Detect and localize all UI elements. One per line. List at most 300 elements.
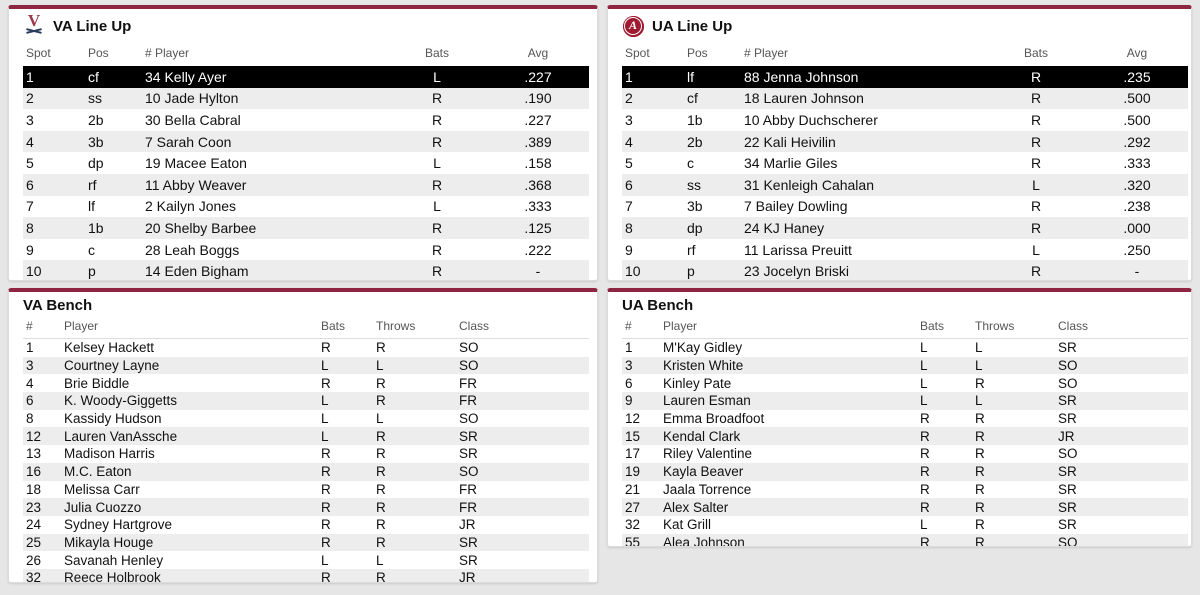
ua-bench-header bbox=[608, 292, 1191, 316]
cell-bats: R bbox=[1030, 219, 1042, 236]
cell-throws: L bbox=[975, 340, 983, 356]
cell-throws: L bbox=[376, 411, 384, 427]
cell-pos: 3b bbox=[88, 133, 104, 150]
cell-bats: L bbox=[433, 198, 441, 215]
cell-player: 14 Eden Bigham bbox=[145, 263, 249, 280]
cell-bats: R bbox=[920, 411, 930, 427]
cell-avg: .238 bbox=[1123, 198, 1151, 215]
cell-player: 7 Sarah Coon bbox=[145, 133, 232, 150]
cell-num: 1 bbox=[26, 340, 34, 356]
cell-class: SO bbox=[1058, 358, 1078, 374]
cell-num: 3 bbox=[625, 358, 633, 374]
cell-class: FR bbox=[459, 375, 477, 391]
va-bench-row[interactable] bbox=[23, 516, 589, 534]
cell-bats: L bbox=[433, 68, 441, 85]
cell-class: SR bbox=[1058, 499, 1077, 515]
cell-throws: R bbox=[975, 481, 985, 497]
cell-bats: L bbox=[321, 411, 329, 427]
cell-spot: 2 bbox=[625, 90, 633, 107]
cell-throws: R bbox=[376, 517, 386, 533]
ua-bench-row[interactable] bbox=[622, 534, 1188, 547]
cell-bats: R bbox=[1030, 111, 1042, 128]
ua-bench-row[interactable] bbox=[622, 481, 1188, 499]
va-lineup-title: VA Line Up bbox=[53, 17, 132, 35]
cell-avg: .333 bbox=[1123, 155, 1151, 172]
ua-bench-table bbox=[622, 316, 1188, 547]
cell-class: SO bbox=[459, 358, 479, 374]
col-header-avg: Avg bbox=[1126, 46, 1148, 60]
cell-avg: .227 bbox=[524, 111, 552, 128]
cell-throws: R bbox=[376, 570, 386, 583]
cell-bats: R bbox=[321, 464, 331, 480]
va-lineup-row[interactable] bbox=[23, 66, 589, 88]
cell-pos: rf bbox=[687, 241, 696, 258]
col-header-number: # bbox=[23, 316, 61, 339]
cell-player: 31 Kenleigh Cahalan bbox=[744, 176, 874, 193]
cell-bats: R bbox=[431, 90, 443, 107]
cell-pos: lf bbox=[687, 68, 694, 85]
ua-lineup-row[interactable] bbox=[622, 109, 1188, 131]
ua-lineup-row[interactable] bbox=[622, 88, 1188, 110]
cell-avg: - bbox=[535, 263, 541, 280]
cell-num: 18 bbox=[26, 481, 42, 497]
ua-bench-row[interactable] bbox=[622, 357, 1188, 375]
ua-lineup-column-header-row bbox=[622, 41, 1188, 66]
cell-player: Courtney Layne bbox=[64, 358, 160, 374]
cell-avg: .389 bbox=[524, 133, 552, 150]
cell-class: SR bbox=[1058, 393, 1077, 409]
cell-num: 13 bbox=[26, 446, 42, 462]
cell-avg: .227 bbox=[524, 68, 552, 85]
va-bench-column-header-row bbox=[23, 316, 589, 339]
cell-num: 27 bbox=[625, 499, 641, 515]
cell-bats: R bbox=[1030, 263, 1042, 280]
va-lineup-table bbox=[23, 41, 589, 281]
cell-throws: L bbox=[975, 358, 983, 374]
cell-bats: L bbox=[920, 393, 928, 409]
va-bench-title: VA Bench bbox=[23, 296, 93, 314]
ua-lineup-title: UA Line Up bbox=[652, 17, 733, 35]
col-header-throws: Throws bbox=[373, 316, 456, 339]
cell-pos: cf bbox=[88, 68, 99, 85]
cell-player: Kristen White bbox=[663, 358, 744, 374]
col-header-player: Player bbox=[61, 316, 318, 339]
cell-spot: 3 bbox=[625, 111, 633, 128]
va-lineup-row[interactable] bbox=[23, 152, 589, 174]
cell-bats: R bbox=[920, 446, 930, 462]
cell-player: K. Woody-Giggetts bbox=[64, 393, 178, 409]
va-bench-row[interactable] bbox=[23, 392, 589, 410]
cell-player: Sydney Hartgrove bbox=[64, 517, 173, 533]
cell-player: M.C. Eaton bbox=[64, 464, 132, 480]
cell-num: 12 bbox=[26, 428, 42, 444]
cell-bats: L bbox=[920, 358, 928, 374]
cell-spot: 10 bbox=[26, 263, 42, 280]
ua-bench-title: UA Bench bbox=[622, 296, 694, 314]
cell-class: SO bbox=[459, 464, 479, 480]
cell-num: 6 bbox=[26, 393, 34, 409]
cell-avg: - bbox=[1134, 263, 1140, 280]
cell-spot: 7 bbox=[625, 198, 633, 215]
cell-pos: p bbox=[88, 263, 96, 280]
cell-class: JR bbox=[459, 517, 476, 533]
cell-avg: .320 bbox=[1123, 176, 1151, 193]
cell-num: 25 bbox=[26, 534, 42, 550]
cell-player: 88 Jenna Johnson bbox=[744, 68, 859, 85]
col-header-bats: Bats bbox=[424, 46, 449, 60]
ua-bench-row[interactable] bbox=[622, 392, 1188, 410]
cell-bats: L bbox=[1032, 241, 1040, 258]
cell-player: Jaala Torrence bbox=[663, 481, 752, 497]
cell-spot: 7 bbox=[26, 198, 34, 215]
cell-num: 23 bbox=[26, 499, 42, 515]
cell-spot: 9 bbox=[26, 241, 34, 258]
cell-pos: ss bbox=[687, 176, 701, 193]
ua-lineup-header bbox=[608, 9, 1191, 41]
col-header-class: Class bbox=[1055, 316, 1188, 339]
va-bench-row[interactable] bbox=[23, 463, 589, 481]
cell-avg: .125 bbox=[524, 219, 552, 236]
cell-class: SR bbox=[1058, 481, 1077, 497]
cell-avg: .250 bbox=[1123, 241, 1151, 258]
cell-class: SR bbox=[1058, 464, 1077, 480]
cell-bats: R bbox=[321, 534, 331, 550]
cell-class: SR bbox=[459, 534, 478, 550]
ua-lineup-row[interactable] bbox=[622, 196, 1188, 218]
cell-player: Lauren VanAssche bbox=[64, 428, 178, 444]
ua-lineup-row[interactable] bbox=[622, 66, 1188, 88]
cell-player: 19 Macee Eaton bbox=[145, 155, 247, 172]
cell-player: Kinley Pate bbox=[663, 375, 732, 391]
cell-spot: 5 bbox=[625, 155, 633, 172]
cell-num: 9 bbox=[625, 393, 633, 409]
cell-class: SR bbox=[459, 552, 478, 568]
cell-player: Kayla Beaver bbox=[663, 464, 744, 480]
cell-player: 18 Lauren Johnson bbox=[744, 90, 864, 107]
cell-player: 22 Kali Heivilin bbox=[744, 133, 836, 150]
cell-spot: 9 bbox=[625, 241, 633, 258]
va-bench-row[interactable] bbox=[23, 569, 589, 583]
cell-bats: R bbox=[1030, 90, 1042, 107]
va-lineup-row[interactable] bbox=[23, 109, 589, 131]
cell-class: SO bbox=[1058, 375, 1078, 391]
ua-lineup-row[interactable] bbox=[622, 174, 1188, 196]
cell-bats: R bbox=[1030, 68, 1042, 85]
cell-class: JR bbox=[459, 570, 476, 583]
cell-pos: 1b bbox=[88, 219, 104, 236]
va-lineup-row[interactable] bbox=[23, 88, 589, 110]
cell-num: 12 bbox=[625, 411, 641, 427]
cell-class: SO bbox=[1058, 446, 1078, 462]
cell-player: 34 Kelly Ayer bbox=[145, 68, 227, 85]
va-bench-row[interactable] bbox=[23, 551, 589, 569]
ua-lineup-row[interactable] bbox=[622, 152, 1188, 174]
col-header-bats: Bats bbox=[318, 316, 373, 339]
cell-throws: L bbox=[376, 552, 384, 568]
cell-throws: R bbox=[376, 446, 386, 462]
cell-bats: L bbox=[433, 155, 441, 172]
cell-pos: lf bbox=[88, 198, 95, 215]
ua-bench-row[interactable] bbox=[622, 374, 1188, 392]
va-bench-row[interactable] bbox=[23, 498, 589, 516]
va-bench-panel bbox=[8, 288, 598, 583]
alabama-logo-icon: A bbox=[622, 15, 644, 37]
cell-bats: L bbox=[1032, 176, 1040, 193]
cell-player: Kassidy Hudson bbox=[64, 411, 162, 427]
va-bench-row[interactable] bbox=[23, 339, 589, 357]
cell-class: SO bbox=[459, 411, 479, 427]
col-header-spot: Spot bbox=[26, 46, 51, 60]
cell-spot: 1 bbox=[26, 68, 34, 85]
cell-player: 11 Abby Weaver bbox=[145, 176, 247, 193]
cell-player: Alex Salter bbox=[663, 499, 729, 515]
cell-pos: p bbox=[687, 263, 695, 280]
cell-bats: R bbox=[1030, 133, 1042, 150]
cell-player: 10 Jade Hylton bbox=[145, 90, 239, 107]
va-lineup-column-header-row bbox=[23, 41, 589, 66]
cell-throws: R bbox=[975, 517, 985, 533]
cell-throws: R bbox=[376, 499, 386, 515]
cell-bats: R bbox=[920, 464, 930, 480]
cell-class: SR bbox=[1058, 340, 1077, 356]
cell-avg: .292 bbox=[1123, 133, 1151, 150]
col-header-spot: Spot bbox=[625, 46, 650, 60]
va-bench-row[interactable] bbox=[23, 357, 589, 375]
cell-player: 28 Leah Boggs bbox=[145, 241, 240, 258]
cell-player: Lauren Esman bbox=[663, 393, 751, 409]
cell-bats: L bbox=[321, 428, 329, 444]
cell-spot: 8 bbox=[625, 219, 633, 236]
cell-player: Madison Harris bbox=[64, 446, 155, 462]
ua-bench-row[interactable] bbox=[622, 339, 1188, 357]
cell-player: Alea Johnson bbox=[663, 534, 745, 547]
cell-spot: 4 bbox=[26, 133, 34, 150]
cell-avg: .500 bbox=[1123, 90, 1151, 107]
cell-num: 15 bbox=[625, 428, 641, 444]
cell-spot: 4 bbox=[625, 133, 633, 150]
cell-bats: R bbox=[920, 534, 930, 547]
cell-num: 21 bbox=[625, 481, 641, 497]
cell-pos: dp bbox=[88, 155, 104, 172]
cell-avg: .158 bbox=[524, 155, 552, 172]
cell-player: 23 Jocelyn Briski bbox=[744, 263, 850, 280]
cell-num: 19 bbox=[625, 464, 641, 480]
cell-class: FR bbox=[459, 481, 477, 497]
cell-num: 6 bbox=[625, 375, 633, 391]
cell-spot: 1 bbox=[625, 68, 633, 85]
cell-spot: 5 bbox=[26, 155, 34, 172]
col-header-throws: Throws bbox=[972, 316, 1055, 339]
cell-bats: L bbox=[321, 552, 329, 568]
cell-bats: R bbox=[431, 263, 443, 280]
cell-num: 8 bbox=[26, 411, 34, 427]
cell-throws: L bbox=[975, 393, 983, 409]
col-header-pos: Pos bbox=[88, 46, 109, 60]
cell-pos: 2b bbox=[687, 133, 703, 150]
cell-bats: R bbox=[321, 517, 331, 533]
cell-player: 11 Larissa Preuitt bbox=[744, 241, 852, 258]
cell-bats: R bbox=[431, 241, 443, 258]
cell-num: 24 bbox=[26, 517, 42, 533]
cell-bats: R bbox=[431, 219, 443, 236]
col-header-bats: Bats bbox=[1023, 46, 1048, 60]
cell-throws: L bbox=[376, 358, 384, 374]
ua-lineup-row[interactable] bbox=[622, 131, 1188, 153]
cell-bats: R bbox=[920, 499, 930, 515]
ua-bench-row[interactable] bbox=[622, 463, 1188, 481]
va-lineup-header bbox=[9, 9, 597, 41]
col-header-player: Player bbox=[660, 316, 917, 339]
cell-player: 2 Kailyn Jones bbox=[145, 198, 237, 215]
cell-num: 1 bbox=[625, 340, 633, 356]
cell-avg: .190 bbox=[524, 90, 552, 107]
cell-player: 34 Marlie Giles bbox=[744, 155, 838, 172]
cell-throws: R bbox=[376, 340, 386, 356]
cell-bats: L bbox=[920, 340, 928, 356]
cell-spot: 10 bbox=[625, 263, 641, 280]
cell-bats: L bbox=[920, 375, 928, 391]
cell-bats: R bbox=[1030, 155, 1042, 172]
cell-class: SO bbox=[1058, 534, 1078, 547]
cell-pos: dp bbox=[687, 219, 703, 236]
cell-bats: R bbox=[431, 176, 443, 193]
cell-class: SR bbox=[459, 428, 478, 444]
cell-num: 16 bbox=[26, 464, 42, 480]
cell-avg: .368 bbox=[524, 176, 552, 193]
ua-lineup-row[interactable] bbox=[622, 260, 1188, 281]
cell-player: Brie Biddle bbox=[64, 375, 130, 391]
cell-throws: R bbox=[376, 481, 386, 497]
cell-player: Kelsey Hackett bbox=[64, 340, 155, 356]
cell-player: 20 Shelby Barbee bbox=[145, 219, 257, 236]
cell-player: 30 Bella Cabral bbox=[145, 111, 241, 128]
ua-bench-panel bbox=[607, 288, 1192, 547]
cell-throws: R bbox=[376, 534, 386, 550]
ua-bench-row[interactable] bbox=[622, 498, 1188, 516]
va-lineup-row[interactable] bbox=[23, 217, 589, 239]
cell-spot: 3 bbox=[26, 111, 34, 128]
cell-class: SR bbox=[1058, 411, 1077, 427]
cell-bats: R bbox=[920, 428, 930, 444]
cell-avg: .235 bbox=[1123, 68, 1151, 85]
va-bench-row[interactable] bbox=[23, 534, 589, 552]
cell-throws: R bbox=[975, 411, 985, 427]
cell-player: 7 Bailey Dowling bbox=[744, 198, 848, 215]
va-lineup-row[interactable] bbox=[23, 239, 589, 261]
va-lineup-panel bbox=[8, 5, 598, 281]
cell-pos: ss bbox=[88, 90, 102, 107]
cell-throws: R bbox=[376, 393, 386, 409]
cell-bats: R bbox=[321, 340, 331, 356]
va-bench-row[interactable] bbox=[23, 410, 589, 428]
cell-bats: R bbox=[321, 375, 331, 391]
cell-throws: R bbox=[376, 464, 386, 480]
cell-player: Emma Broadfoot bbox=[663, 411, 765, 427]
va-bench-row[interactable] bbox=[23, 481, 589, 499]
va-bench-row[interactable] bbox=[23, 445, 589, 463]
col-header-number: # bbox=[622, 316, 660, 339]
cell-bats: R bbox=[321, 446, 331, 462]
ua-bench-row[interactable] bbox=[622, 427, 1188, 445]
cell-spot: 8 bbox=[26, 219, 34, 236]
cell-class: FR bbox=[459, 393, 477, 409]
ua-bench-row[interactable] bbox=[622, 410, 1188, 428]
cell-throws: R bbox=[975, 428, 985, 444]
va-lineup-row[interactable] bbox=[23, 174, 589, 196]
cell-pos: rf bbox=[88, 176, 97, 193]
cell-pos: c bbox=[687, 155, 694, 172]
cell-class: FR bbox=[459, 499, 477, 515]
cell-player: Riley Valentine bbox=[663, 446, 753, 462]
cell-player: M'Kay Gidley bbox=[663, 340, 743, 356]
cell-bats: R bbox=[920, 481, 930, 497]
ua-bench-column-header-row bbox=[622, 316, 1188, 339]
cell-throws: R bbox=[376, 375, 386, 391]
cell-num: 3 bbox=[26, 358, 34, 374]
cell-bats: R bbox=[321, 481, 331, 497]
cell-throws: R bbox=[376, 428, 386, 444]
ua-bench-row[interactable] bbox=[622, 445, 1188, 463]
va-lineup-row[interactable] bbox=[23, 131, 589, 153]
cell-player: 24 KJ Haney bbox=[744, 219, 825, 236]
cell-throws: R bbox=[975, 499, 985, 515]
cell-bats: L bbox=[920, 517, 928, 533]
cell-throws: R bbox=[975, 446, 985, 462]
col-header-class: Class bbox=[456, 316, 589, 339]
cell-avg: .333 bbox=[524, 198, 552, 215]
cell-bats: R bbox=[321, 570, 331, 583]
cell-avg: .500 bbox=[1123, 111, 1151, 128]
cell-spot: 6 bbox=[625, 176, 633, 193]
cell-class: JR bbox=[1058, 428, 1075, 444]
ua-lineup-row[interactable] bbox=[622, 217, 1188, 239]
va-bench-row[interactable] bbox=[23, 374, 589, 392]
cell-pos: 3b bbox=[687, 198, 703, 215]
ua-bench-row[interactable] bbox=[622, 516, 1188, 534]
col-header-avg: Avg bbox=[527, 46, 549, 60]
cell-spot: 2 bbox=[26, 90, 34, 107]
va-bench-row[interactable] bbox=[23, 427, 589, 445]
cell-player: Kat Grill bbox=[663, 517, 712, 533]
cell-player: Mikayla Houge bbox=[64, 534, 154, 550]
cell-player: Reece Holbrook bbox=[64, 570, 161, 583]
cell-pos: 2b bbox=[88, 111, 104, 128]
va-lineup-row[interactable] bbox=[23, 196, 589, 218]
col-header-pos: Pos bbox=[687, 46, 708, 60]
cell-num: 26 bbox=[26, 552, 42, 568]
cell-avg: .222 bbox=[524, 241, 552, 258]
cell-pos: 1b bbox=[687, 111, 703, 128]
cell-player: Kendal Clark bbox=[663, 428, 741, 444]
ua-lineup-table bbox=[622, 41, 1188, 281]
cell-class: SR bbox=[1058, 517, 1077, 533]
cell-player: 10 Abby Duchscherer bbox=[744, 111, 878, 128]
col-header-player: # Player bbox=[145, 46, 190, 60]
cell-bats: L bbox=[321, 358, 329, 374]
va-lineup-row[interactable] bbox=[23, 260, 589, 281]
ua-lineup-panel bbox=[607, 5, 1192, 281]
cell-class: SO bbox=[459, 340, 479, 356]
ua-lineup-row[interactable] bbox=[622, 239, 1188, 261]
cell-spot: 6 bbox=[26, 176, 34, 193]
cell-class: SR bbox=[459, 446, 478, 462]
cell-num: 32 bbox=[26, 570, 42, 583]
cell-num: 55 bbox=[625, 534, 641, 547]
va-bench-table bbox=[23, 316, 589, 583]
cell-bats: R bbox=[1030, 198, 1042, 215]
cell-player: Julia Cuozzo bbox=[64, 499, 142, 515]
virginia-logo-icon: V bbox=[23, 15, 45, 37]
